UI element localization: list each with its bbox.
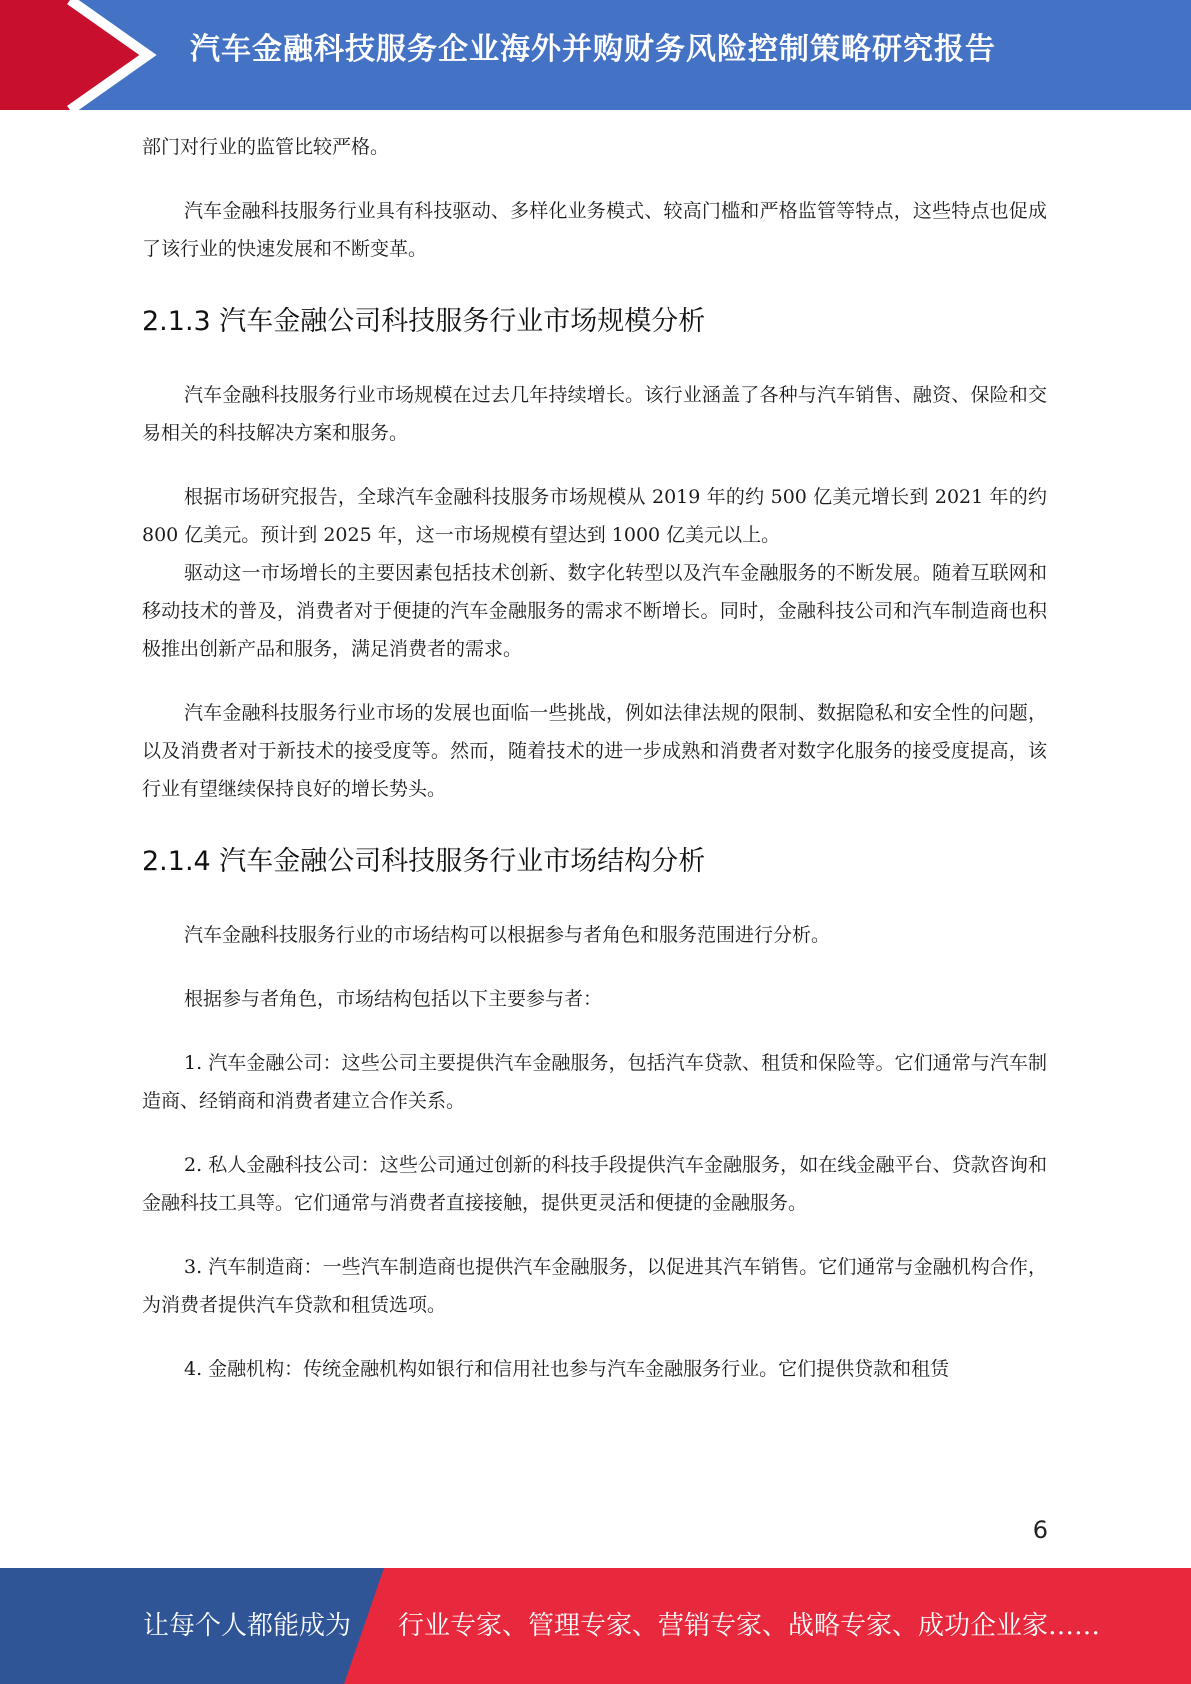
paragraph: 汽车金融科技服务行业的市场结构可以根据参与者角色和服务范围进行分析。: [184, 924, 831, 946]
paragraph: 汽车金融科技服务行业市场的发展也面临一些挑战，例如法律法规的限制、数据隐私和安全性的问题，以及消费者对于新技术的接受度等。然而，随着技术的进一步成熟和消费者对数字化服务的接受度提高，该行业有望继续保持良好的增长势头。: [142, 702, 1047, 800]
page-number: 6: [1032, 1516, 1048, 1544]
section-heading-2-1-4: 2.1.4 汽车金融公司科技服务行业市场结构分析: [142, 846, 706, 877]
page-footer: [0, 1568, 1191, 1684]
paragraph: 根据市场研究报告，全球汽车金融科技服务市场规模从 2019 年的约 500 亿美元增长到 2021 年的约 800 亿美元。预计到 2025 年，这一市场规模有望达到 1000 亿美元以上。: [142, 486, 1047, 546]
list-item: 3. 汽车制造商：一些汽车制造商也提供汽车金融服务，以促进其汽车销售。它们通常与金融机构合作，为消费者提供汽车贷款和租赁选项。: [142, 1256, 1047, 1316]
footer-slogan-left: 让每个人都能成为: [143, 1611, 352, 1641]
paragraph: 汽车金融科技服务行业市场规模在过去几年持续增长。该行业涵盖了各种与汽车销售、融资、保险和交易相关的科技解决方案和服务。: [142, 384, 1047, 444]
page-header: [0, 0, 1191, 110]
list-item: 2. 私人金融科技公司：这些公司通过创新的科技手段提供汽车金融服务，如在线金融平台、贷款咨询和金融科技工具等。它们通常与消费者直接接触，提供更灵活和便捷的金融服务。: [142, 1154, 1047, 1214]
list-item: 1. 汽车金融公司：这些公司主要提供汽车金融服务，包括汽车贷款、租赁和保险等。它们通常与汽车制造商、经销商和消费者建立合作关系。: [142, 1052, 1047, 1112]
report-title: 汽车金融科技服务企业海外并购财务风险控制策略研究报告: [190, 32, 996, 67]
paragraph: 汽车金融科技服务行业具有科技驱动、多样化业务模式、较高门槛和严格监管等特点，这些特点也促成了该行业的快速发展和不断变革。: [142, 200, 1047, 260]
paragraph: 根据参与者角色，市场结构包括以下主要参与者：: [184, 988, 603, 1010]
page-body: [142, 128, 1047, 1388]
list-item: 4. 金融机构：传统金融机构如银行和信用社也参与汽车金融服务行业。它们提供贷款和租赁: [184, 1358, 950, 1380]
paragraph: 部门对行业的监管比较严格。: [142, 136, 390, 158]
footer-slogan-right: 行业专家、管理专家、营销专家、战略专家、成功企业家……: [398, 1611, 1101, 1641]
section-heading-2-1-3: 2.1.3 汽车金融公司科技服务行业市场规模分析: [142, 306, 706, 337]
paragraph: 驱动这一市场增长的主要因素包括技术创新、数字化转型以及汽车金融服务的不断发展。随着互联网和移动技术的普及，消费者对于便捷的汽车金融服务的需求不断增长。同时，金融科技公司和汽车制造商也积极推出创新产品和服务，满足消费者的需求。: [142, 562, 1047, 660]
